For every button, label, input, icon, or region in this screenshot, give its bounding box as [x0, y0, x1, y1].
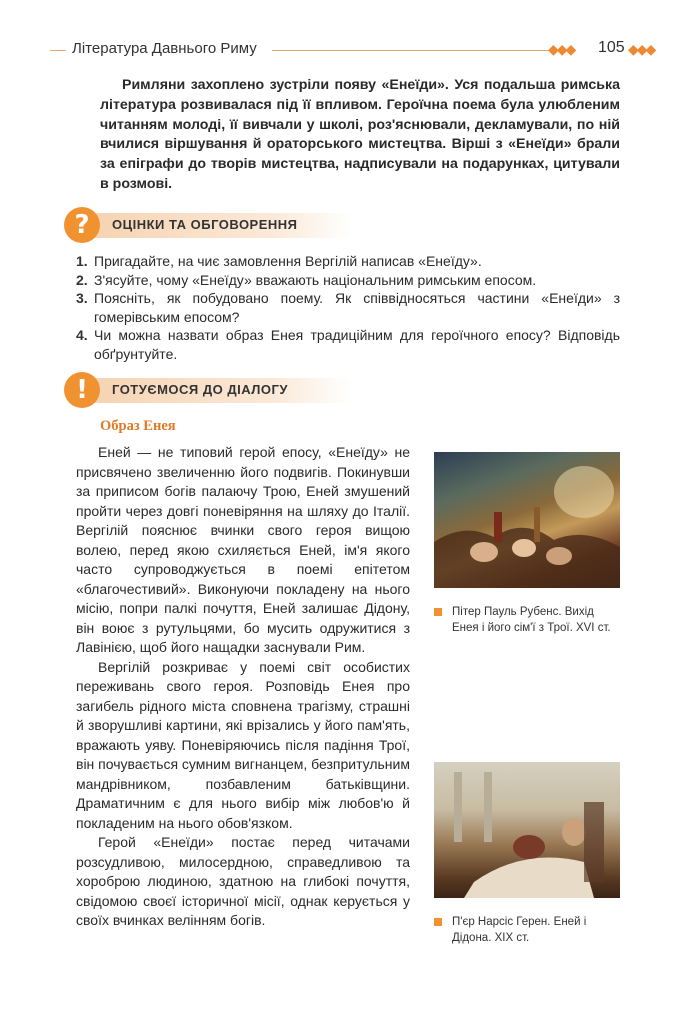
painting-illustration — [434, 762, 620, 898]
intro-text: Римляни захоплено зустріли появу «Енеїди». Уся подальша римська література розвивалася під її впливом. Героїчна поема була улюбленим читанням молоді, її вивчали у школі, роз'яснювали, декламували, по ній вчилися віршування й ораторського мистецтва. Вірші з «Енеїди» брали за епіграфи до творів мистецтва, надписували на подарунках, цитували в розмові. — [100, 77, 620, 192]
figure-caption: П'єр Нарсіс Герен. Еней і Дідона. XIX ст. — [434, 914, 620, 946]
header-rule — [272, 50, 572, 51]
section-title: ГОТУЄМОСЯ ДО ДІАЛОГУ — [112, 382, 288, 397]
bullet-square-icon — [434, 608, 442, 616]
body-paragraph: Герой «Енеїди» постає перед читачами розсудливою, милосердною, справедливою та хороброю людиною, здатною на глибокі почуття, свідомою своєї історичної місії, однак керується у своїх вчинках велінням богів. — [76, 834, 410, 928]
page-number: 105 — [598, 39, 625, 56]
section-heading-dialogue — [64, 372, 354, 410]
question-item: 1. Пригадайте, на чиє замовлення Вергілій написав «Енеїду». — [76, 253, 482, 269]
article-body — [76, 443, 410, 931]
question-item: 3. Поясніть, як побудовано поему. Як співвідносяться частини «Енеїди» з гомерівським епосом? — [76, 290, 620, 325]
figure-guerin — [434, 762, 620, 946]
painting-image — [434, 452, 620, 588]
header-rule-left — [50, 50, 66, 51]
section-heading-discussion — [64, 207, 354, 245]
question-mark-icon: ? — [64, 207, 100, 243]
exclamation-icon: ! — [64, 372, 100, 408]
painting-image — [434, 762, 620, 898]
body-paragraph: Вергілій розкриває у поемі світ особистих переживань свого героя. Розповідь Енея про загибель рідного міста сповнена трагізму, страшні й зворушливі картини, які врізались у його пам'ять, вражають уяву. Поневіряючись після падіння Трої, він почувається сумним вигнанцем, безпритульним мандрівником, позбавленим батьківщини. Драматичним є для нього вибір між любов'ю й покладеним на нього обов'язком. — [76, 658, 410, 831]
running-title: Література Давнього Риму — [72, 40, 257, 57]
question-list — [76, 252, 620, 363]
body-paragraph: Еней — не типовий герой епосу, «Енеїду» не присвячено звеличенню його подвигів. Покинувши за приписом богів палаючу Трою, Еней змушений пройти через довгі поневіряння на шляху до Італії. Вергілій пояснює вчинки свого героя вищою волею, перед якою схиляється Еней, ім'я якого часто супроводжується в поемі епітетом «благочестивий». Виконуючи покладену на нього місію, попри палкі почуття, Еней залишає Дідону, він воює з рутульцями, бо мусить одружитися з Лавінією, щоб його нащадки заснували Рим. — [76, 444, 410, 655]
question-item: 4. Чи можна назвати образ Енея традиційним для героїчного епосу? Відповідь обґрунтуйте. — [76, 327, 620, 362]
page-header — [50, 38, 670, 62]
ornament-icon: ◆◆◆ — [548, 41, 575, 57]
painting-illustration — [434, 452, 620, 588]
figure-caption: Пітер Пауль Рубенс. Вихід Енея і його сім'ї з Трої. XVI ст. — [434, 604, 620, 636]
ornament-icon: ◆◆◆ — [628, 41, 655, 57]
intro-paragraph — [100, 76, 620, 195]
question-item: 2. З'ясуйте, чому «Енеїду» вважають національним римським епосом. — [76, 271, 537, 288]
figure-rubens — [434, 452, 620, 636]
bullet-square-icon — [434, 918, 442, 926]
section-title: ОЦІНКИ ТА ОБГОВОРЕННЯ — [112, 217, 298, 232]
subheading: Образ Енея — [100, 418, 176, 434]
